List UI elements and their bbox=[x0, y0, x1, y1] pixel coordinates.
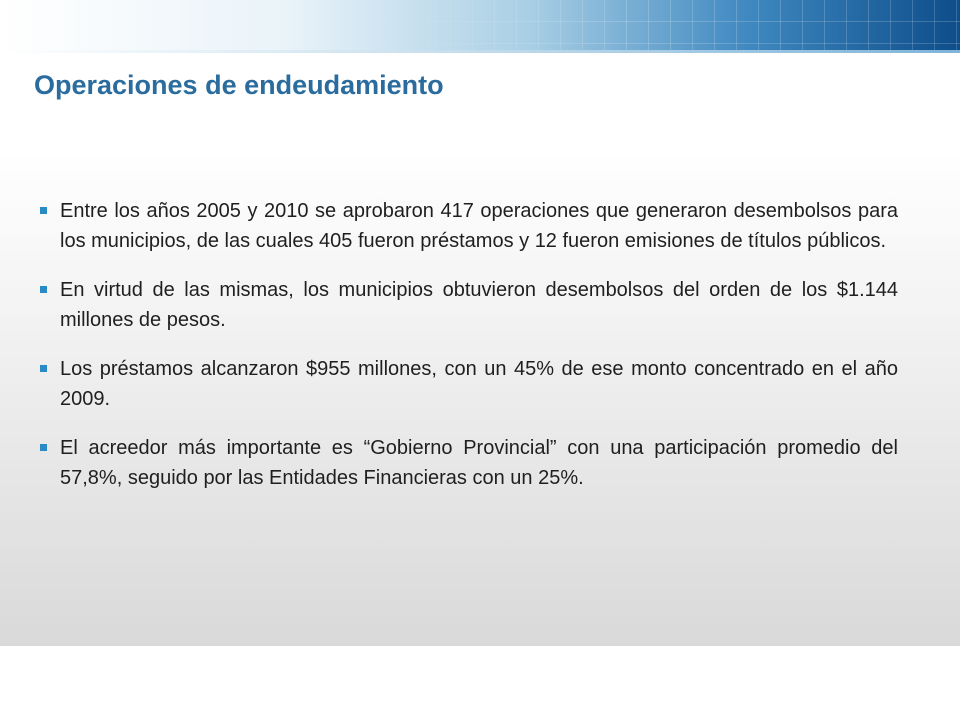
bullet-text: Los préstamos alcanzaron $955 millones, con un 45% de ese monto concentrado en el año 2009. bbox=[60, 358, 898, 410]
bullet-list bbox=[36, 196, 898, 512]
banner-divider bbox=[0, 50, 960, 53]
bullet-text: Entre los años 2005 y 2010 se aprobaron 417 operaciones que generaron desembolsos para los municipios, de las cuales 405 fueron préstamos y 12 fueron emisiones de títulos públicos. bbox=[60, 200, 898, 252]
bullet-text: En virtud de las mismas, los municipios obtuvieron desembolsos del orden de los $1.144 millones de pesos. bbox=[60, 279, 898, 331]
square-bullet-icon bbox=[40, 365, 47, 372]
square-bullet-icon bbox=[40, 207, 47, 214]
bullet-text: El acreedor más importante es “Gobierno Provincial” con una participación promedio del 57,8%, seguido por las Entidades Financieras con un 25%. bbox=[60, 437, 898, 489]
square-bullet-icon bbox=[40, 286, 47, 293]
bullet-item bbox=[36, 275, 898, 335]
bullet-item bbox=[36, 354, 898, 414]
slide-title: Operaciones de endeudamiento bbox=[34, 70, 444, 100]
bullet-item bbox=[36, 433, 898, 493]
header-banner bbox=[0, 0, 960, 50]
bullet-item bbox=[36, 196, 898, 256]
banner-tile-pattern bbox=[340, 0, 960, 50]
square-bullet-icon bbox=[40, 444, 47, 451]
